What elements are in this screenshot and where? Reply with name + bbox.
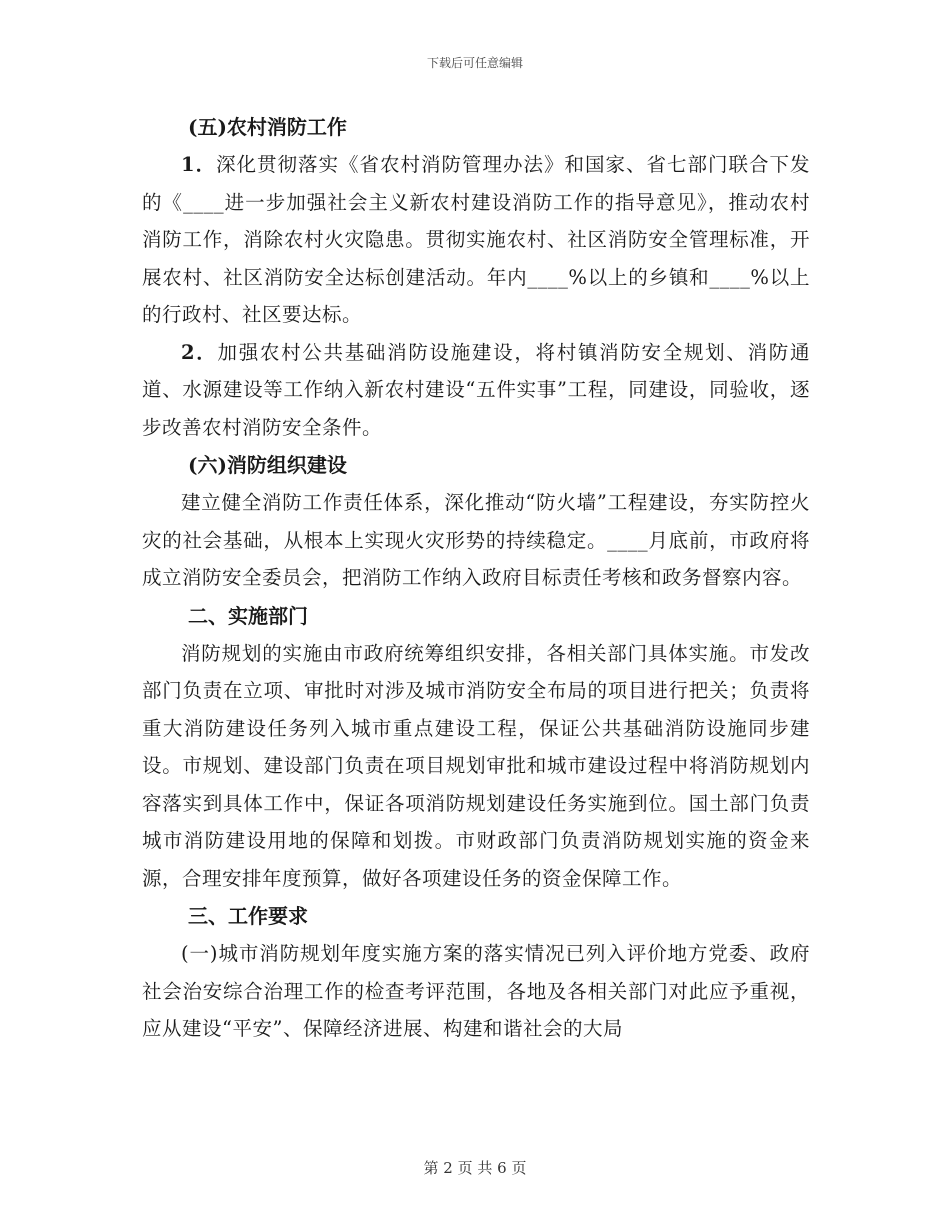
- paragraph-requirements-1: (一)城市消防规划年度实施方案的落实情况已列入评价地方党委、政府社会治安综合治理工作的检查考评范围，各地及各相关部门对此应予重视，应从建设“平安”、保障经济进展、构建和谐社会的大局: [142, 942, 810, 1040]
- section-heading-rural-fire: (五)农村消防工作: [188, 115, 347, 139]
- paragraph-text: 深化贯彻落实《省农村消防管理办法》和国家、省七部门联合下发的《____进一步加强社会主义新农村建设消防工作的指导意见》，推动农村消防工作，消除农村火灾隐患。贯彻实施农村、社区消防安全管理标准，开展农村、社区消防安全达标创建活动。年内____%以上的乡镇和____%以上的行政村、社区要达标。: [142, 153, 810, 326]
- paragraph-departments: 消防规划的实施由市政府统筹组织安排，各相关部门具体实施。市发改部门负责在立项、审批时对涉及城市消防安全布局的项目进行把关；负责将重大消防建设任务列入城市重点建设工程，保证公共基础消防设施同步建设。市规划、建设部门负责在项目规划审批和城市建设过程中将消防规划内容落实到具体工作中，保证各项消防规划建设任务实施到位。国土部门负责城市消防建设用地的保障和划拨。市财政部门负责消防规划实施的资金来源，合理安排年度预算，做好各项建设任务的资金保障工作。: [142, 641, 810, 890]
- section-heading-fire-organization: (六)消防组织建设: [188, 453, 347, 477]
- paragraph-text: 加强农村公共基础消防设施建设，将村镇消防安全规划、消防通道、水源建设等工作纳入新农村建设“五件实事”工程，同建设，同验收，逐步改善农村消防安全条件。: [142, 340, 810, 439]
- paragraph-rural-fire-2: [142, 334, 810, 447]
- section-heading-departments: 二、实施部门: [188, 603, 308, 628]
- item-number: 1．: [181, 153, 217, 176]
- page-footer: 第 2 页 共 6 页: [423, 1159, 527, 1177]
- paragraph-rural-fire-1: [142, 146, 810, 334]
- paragraph-fire-organization: 建立健全消防工作责任体系，深化推动“防火墙”工程建设，夯实防控火灾的社会基础，从根本上实现火灾形势的持续稳定。____月底前，市政府将成立消防安全委员会，把消防工作纳入政府目标责任考核和政务督察内容。: [142, 491, 810, 589]
- item-number: 2．: [181, 340, 218, 364]
- page-header: 下载后可任意编辑: [426, 56, 523, 70]
- document-body: [142, 108, 810, 1048]
- section-heading-requirements: 三、工作要求: [188, 904, 308, 928]
